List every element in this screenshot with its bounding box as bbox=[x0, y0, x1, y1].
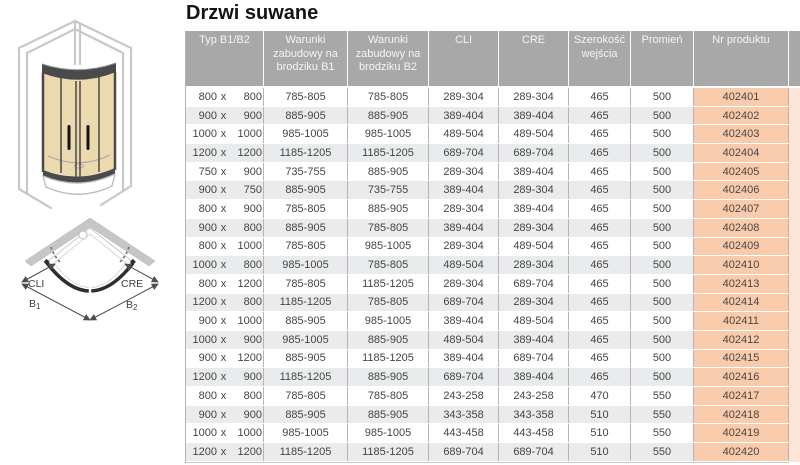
cell-promien: 500 bbox=[631, 368, 694, 386]
cell-nr-produktu: 402414 bbox=[694, 294, 789, 312]
cell-szerokosc: 465 bbox=[569, 312, 631, 330]
cell-cli: 289-304 bbox=[429, 163, 499, 181]
cell-warunki-b1: 985-1005 bbox=[264, 331, 348, 349]
right-handle-icon bbox=[87, 125, 90, 150]
cell-warunki-b2: 985-1005 bbox=[348, 125, 429, 143]
typ-b2-value: 1200 bbox=[237, 352, 262, 365]
typ-b1-value: 1200 bbox=[192, 445, 217, 458]
cell-szerokosc: 510 bbox=[569, 443, 631, 461]
table-row bbox=[186, 331, 789, 350]
cell-cre: 289-304 bbox=[499, 256, 569, 274]
cell-szerokosc: 465 bbox=[569, 238, 631, 256]
typ-b2-value: 1000 bbox=[237, 128, 262, 141]
drain-icon bbox=[79, 231, 87, 239]
typ-b1-value: 1000 bbox=[192, 427, 217, 440]
cell-warunki-b2: 985-1005 bbox=[348, 238, 429, 256]
typ-b1-value: 900 bbox=[198, 408, 217, 421]
cell-nr-produktu: 402408 bbox=[694, 219, 789, 237]
typ-b2-value: 1000 bbox=[237, 240, 262, 253]
cell-cre: 389-404 bbox=[499, 331, 569, 349]
cli-dimension-label: CLI bbox=[28, 278, 45, 290]
cell-cli: 689-704 bbox=[429, 368, 499, 386]
cell-cre: 289-304 bbox=[499, 181, 569, 199]
cell-warunki-b2: 885-905 bbox=[348, 163, 429, 181]
typ-b2-value: 1000 bbox=[237, 315, 262, 328]
typ-separator: x bbox=[220, 352, 227, 365]
cell-warunki-b1: 735-755 bbox=[264, 163, 348, 181]
column-header-szerokosc: Szerokość wejścia bbox=[569, 31, 631, 86]
cell-nr-produktu: 402402 bbox=[694, 107, 789, 125]
cell-warunki-b1: 885-905 bbox=[264, 406, 348, 424]
cell-warunki-b2: 785-805 bbox=[348, 294, 429, 312]
cell-warunki-b1: 885-905 bbox=[264, 181, 348, 199]
cell-cre: 289-304 bbox=[499, 219, 569, 237]
table-row bbox=[186, 144, 789, 163]
cell-szerokosc: 465 bbox=[569, 200, 631, 218]
typ-b2-value: 900 bbox=[243, 202, 262, 215]
cell-warunki-b1: 785-805 bbox=[264, 200, 348, 218]
cell-szerokosc: 465 bbox=[569, 107, 631, 125]
typ-separator: x bbox=[220, 259, 227, 272]
cell-szerokosc: 465 bbox=[569, 125, 631, 143]
cell-promien: 550 bbox=[631, 443, 694, 461]
table-row bbox=[186, 256, 789, 275]
cell-nr-produktu: 402407 bbox=[694, 200, 789, 218]
cell-cli: 289-304 bbox=[429, 238, 499, 256]
cell-szerokosc: 465 bbox=[569, 256, 631, 274]
cell-promien: 500 bbox=[631, 275, 694, 293]
cell-typ bbox=[186, 368, 264, 386]
typ-b1-value: 1200 bbox=[192, 371, 217, 384]
cell-cre: 343-358 bbox=[499, 406, 569, 424]
cell-promien: 500 bbox=[631, 181, 694, 199]
cell-cre: 289-304 bbox=[499, 88, 569, 106]
cell-cli: 289-304 bbox=[429, 275, 499, 293]
cell-nr-produktu: 402417 bbox=[694, 387, 789, 405]
table-row bbox=[186, 219, 789, 238]
column-header-promien: Promień bbox=[631, 31, 694, 86]
cell-nr-produktu: 402415 bbox=[694, 350, 789, 368]
cell-typ bbox=[186, 219, 264, 237]
typ-separator: x bbox=[220, 389, 227, 402]
cell-typ bbox=[186, 387, 264, 405]
cell-typ bbox=[186, 238, 264, 256]
cell-promien: 550 bbox=[631, 424, 694, 442]
cell-promien: 500 bbox=[631, 200, 694, 218]
cell-warunki-b2: 1185-1205 bbox=[348, 275, 429, 293]
typ-b2-value: 1000 bbox=[237, 427, 262, 440]
typ-b2-value: 800 bbox=[243, 296, 262, 309]
cell-promien: 500 bbox=[631, 88, 694, 106]
table-row bbox=[186, 368, 789, 387]
table-row bbox=[186, 163, 789, 182]
cell-warunki-b1: 885-905 bbox=[264, 350, 348, 368]
cell-cli: 489-504 bbox=[429, 256, 499, 274]
cell-typ bbox=[186, 406, 264, 424]
typ-b2-value: 800 bbox=[243, 90, 262, 103]
left-handle-icon bbox=[68, 125, 71, 150]
cell-cli: 489-504 bbox=[429, 125, 499, 143]
cell-typ bbox=[186, 256, 264, 274]
typ-b2-value: 800 bbox=[243, 221, 262, 234]
cell-warunki-b2: 885-905 bbox=[348, 368, 429, 386]
cell-cre: 689-704 bbox=[499, 144, 569, 162]
cell-warunki-b2: 735-755 bbox=[348, 181, 429, 199]
typ-b2-value: 900 bbox=[243, 371, 262, 384]
typ-b1-value: 800 bbox=[198, 90, 217, 103]
cell-cli: 289-304 bbox=[429, 200, 499, 218]
table-row bbox=[186, 238, 789, 257]
cell-cre: 689-704 bbox=[499, 443, 569, 461]
typ-b2-value: 900 bbox=[243, 165, 262, 178]
cell-szerokosc: 465 bbox=[569, 88, 631, 106]
cell-warunki-b2: 985-1005 bbox=[348, 312, 429, 330]
cell-promien: 500 bbox=[631, 219, 694, 237]
typ-b1-value: 800 bbox=[198, 240, 217, 253]
column-header-cli: CLI bbox=[429, 31, 499, 86]
cell-warunki-b1: 785-805 bbox=[264, 238, 348, 256]
cell-typ bbox=[186, 163, 264, 181]
cell-nr-produktu: 402413 bbox=[694, 275, 789, 293]
typ-separator: x bbox=[220, 445, 227, 458]
typ-separator: x bbox=[220, 315, 227, 328]
cell-promien: 500 bbox=[631, 238, 694, 256]
table-row bbox=[186, 424, 789, 443]
cell-cre: 443-458 bbox=[499, 424, 569, 442]
cell-typ bbox=[186, 181, 264, 199]
typ-b1-value: 800 bbox=[198, 277, 217, 290]
cell-typ bbox=[186, 200, 264, 218]
typ-b2-value: 1200 bbox=[237, 146, 262, 159]
cell-szerokosc: 470 bbox=[569, 387, 631, 405]
cell-cre: 389-404 bbox=[499, 368, 569, 386]
typ-b2-value: 1200 bbox=[237, 277, 262, 290]
table-body bbox=[186, 88, 789, 463]
cell-cre: 389-404 bbox=[499, 107, 569, 125]
table-row bbox=[186, 443, 789, 462]
cell-warunki-b1: 785-805 bbox=[264, 387, 348, 405]
typ-b2-value: 800 bbox=[243, 389, 262, 402]
cell-cre: 289-304 bbox=[499, 294, 569, 312]
typ-b1-value: 900 bbox=[198, 352, 217, 365]
typ-b1-value: 750 bbox=[198, 165, 217, 178]
door-gap-icon bbox=[89, 287, 91, 295]
cell-warunki-b1: 785-805 bbox=[264, 88, 348, 106]
column-header-warunki-b2: Warunki zabudowy na brodziku B2 bbox=[348, 31, 429, 86]
glass-panels-icon bbox=[43, 72, 115, 176]
cell-nr-produktu: 402412 bbox=[694, 331, 789, 349]
cell-nr-produktu: 402410 bbox=[694, 256, 789, 274]
typ-b1-value: 1000 bbox=[192, 259, 217, 272]
column-header-warunki-b1: Warunki zabudowy na brodziku B1 bbox=[264, 31, 348, 86]
typ-b1-value: 900 bbox=[198, 109, 217, 122]
cell-szerokosc: 465 bbox=[569, 144, 631, 162]
cell-typ bbox=[186, 424, 264, 442]
cell-promien: 550 bbox=[631, 387, 694, 405]
cell-warunki-b2: 785-805 bbox=[348, 219, 429, 237]
cell-nr-produktu: 402418 bbox=[694, 406, 789, 424]
cell-typ bbox=[186, 312, 264, 330]
cell-nr-produktu: 402406 bbox=[694, 181, 789, 199]
cell-warunki-b1: 885-905 bbox=[264, 219, 348, 237]
typ-b2-value: 900 bbox=[243, 109, 262, 122]
cell-warunki-b1: 1185-1205 bbox=[264, 144, 348, 162]
cell-typ bbox=[186, 125, 264, 143]
cropped-column-header bbox=[789, 31, 800, 86]
typ-b1-value: 900 bbox=[198, 184, 217, 197]
cell-cli: 389-404 bbox=[429, 181, 499, 199]
typ-b2-value: 1200 bbox=[237, 445, 262, 458]
cell-promien: 500 bbox=[631, 256, 694, 274]
spec-table bbox=[185, 31, 789, 463]
cell-cli: 389-404 bbox=[429, 350, 499, 368]
cell-promien: 500 bbox=[631, 350, 694, 368]
typ-b1-value: 1200 bbox=[192, 296, 217, 309]
typ-separator: x bbox=[220, 240, 227, 253]
shower-plan-diagram bbox=[14, 216, 164, 329]
cell-typ bbox=[186, 88, 264, 106]
cell-warunki-b2: 785-805 bbox=[348, 88, 429, 106]
cell-szerokosc: 465 bbox=[569, 181, 631, 199]
cell-warunki-b2: 885-905 bbox=[348, 331, 429, 349]
cell-cli: 289-304 bbox=[429, 88, 499, 106]
cell-warunki-b1: 785-805 bbox=[264, 275, 348, 293]
cell-nr-produktu: 402404 bbox=[694, 144, 789, 162]
cell-warunki-b2: 1185-1205 bbox=[348, 350, 429, 368]
cell-cli: 389-404 bbox=[429, 219, 499, 237]
cell-nr-produktu: 402405 bbox=[694, 163, 789, 181]
table-row bbox=[186, 312, 789, 331]
cell-szerokosc: 465 bbox=[569, 219, 631, 237]
table-row bbox=[186, 387, 789, 406]
typ-b2-value: 750 bbox=[243, 184, 262, 197]
cell-promien: 500 bbox=[631, 312, 694, 330]
cell-nr-produktu: 402401 bbox=[694, 88, 789, 106]
cell-warunki-b2: 785-805 bbox=[348, 256, 429, 274]
table-row bbox=[186, 406, 789, 425]
table-header-row bbox=[186, 31, 789, 86]
column-header-typ: Typ B1/B2 bbox=[186, 31, 264, 86]
typ-separator: x bbox=[220, 371, 227, 384]
cell-promien: 500 bbox=[631, 125, 694, 143]
typ-separator: x bbox=[220, 184, 227, 197]
cell-typ bbox=[186, 144, 264, 162]
cell-nr-produktu: 402416 bbox=[694, 368, 789, 386]
cell-nr-produktu: 402420 bbox=[694, 443, 789, 461]
typ-b1-value: 800 bbox=[198, 202, 217, 215]
typ-separator: x bbox=[220, 146, 227, 159]
table-row bbox=[186, 125, 789, 144]
cell-nr-produktu: 402411 bbox=[694, 312, 789, 330]
cre-dimension-label: CRE bbox=[121, 278, 144, 290]
cropped-column bbox=[789, 88, 800, 462]
typ-b2-value: 900 bbox=[243, 408, 262, 421]
typ-separator: x bbox=[220, 221, 227, 234]
cell-promien: 500 bbox=[631, 294, 694, 312]
typ-separator: x bbox=[220, 333, 227, 346]
b1-dimension-label: B1 bbox=[29, 298, 41, 311]
cell-warunki-b2: 885-905 bbox=[348, 200, 429, 218]
table-row bbox=[186, 275, 789, 294]
cell-cre: 489-504 bbox=[499, 312, 569, 330]
cell-promien: 500 bbox=[631, 107, 694, 125]
typ-separator: x bbox=[220, 90, 227, 103]
cell-typ bbox=[186, 107, 264, 125]
cell-nr-produktu: 402419 bbox=[694, 424, 789, 442]
typ-b1-value: 900 bbox=[198, 315, 217, 328]
cell-promien: 500 bbox=[631, 144, 694, 162]
cell-szerokosc: 465 bbox=[569, 331, 631, 349]
cell-warunki-b2: 885-905 bbox=[348, 406, 429, 424]
cell-typ bbox=[186, 443, 264, 461]
typ-b1-value: 900 bbox=[198, 221, 217, 234]
page-title: Drzwi suwane bbox=[186, 2, 319, 24]
cell-nr-produktu: 402409 bbox=[694, 238, 789, 256]
cell-cli: 243-258 bbox=[429, 387, 499, 405]
cell-cli: 343-358 bbox=[429, 406, 499, 424]
cell-warunki-b2: 885-905 bbox=[348, 107, 429, 125]
cell-typ bbox=[186, 331, 264, 349]
cell-cre: 243-258 bbox=[499, 387, 569, 405]
cell-warunki-b1: 1185-1205 bbox=[264, 368, 348, 386]
cell-cli: 389-404 bbox=[429, 312, 499, 330]
cell-typ bbox=[186, 350, 264, 368]
cell-cli: 689-704 bbox=[429, 294, 499, 312]
cell-nr-produktu: 402403 bbox=[694, 125, 789, 143]
typ-b2-value: 800 bbox=[243, 259, 262, 272]
cell-szerokosc: 465 bbox=[569, 294, 631, 312]
cell-cre: 689-704 bbox=[499, 275, 569, 293]
cell-promien: 500 bbox=[631, 163, 694, 181]
typ-b2-value: 900 bbox=[243, 333, 262, 346]
cell-cli: 389-404 bbox=[429, 107, 499, 125]
cell-szerokosc: 465 bbox=[569, 368, 631, 386]
cell-cli: 689-704 bbox=[429, 144, 499, 162]
cell-warunki-b1: 985-1005 bbox=[264, 424, 348, 442]
cell-szerokosc: 465 bbox=[569, 275, 631, 293]
cell-cli: 689-704 bbox=[429, 443, 499, 461]
cell-cli: 489-504 bbox=[429, 331, 499, 349]
cell-warunki-b1: 1185-1205 bbox=[264, 294, 348, 312]
cell-warunki-b2: 785-805 bbox=[348, 387, 429, 405]
cell-warunki-b1: 1185-1205 bbox=[264, 443, 348, 461]
typ-b1-value: 1200 bbox=[192, 146, 217, 159]
table-row bbox=[186, 107, 789, 126]
typ-b1-value: 1000 bbox=[192, 128, 217, 141]
table-row bbox=[186, 88, 789, 107]
cell-typ bbox=[186, 275, 264, 293]
typ-separator: x bbox=[220, 202, 227, 215]
cell-typ bbox=[186, 294, 264, 312]
cell-szerokosc: 510 bbox=[569, 406, 631, 424]
column-header-cre: CRE bbox=[499, 31, 569, 86]
cell-warunki-b2: 1185-1205 bbox=[348, 443, 429, 461]
cell-warunki-b1: 885-905 bbox=[264, 107, 348, 125]
shower-3d-diagram bbox=[6, 12, 178, 224]
table-row bbox=[186, 181, 789, 200]
typ-separator: x bbox=[220, 109, 227, 122]
typ-separator: x bbox=[220, 427, 227, 440]
cell-warunki-b1: 885-905 bbox=[264, 312, 348, 330]
cell-warunki-b2: 1185-1205 bbox=[348, 144, 429, 162]
b2-dimension-label: B2 bbox=[126, 299, 138, 312]
cell-szerokosc: 465 bbox=[569, 350, 631, 368]
table-row bbox=[186, 350, 789, 369]
typ-separator: x bbox=[220, 277, 227, 290]
cell-warunki-b1: 985-1005 bbox=[264, 125, 348, 143]
cell-warunki-b2: 985-1005 bbox=[348, 424, 429, 442]
typ-b1-value: 1000 bbox=[192, 333, 217, 346]
typ-b1-value: 800 bbox=[198, 389, 217, 402]
column-header-nr-produktu: Nr produktu bbox=[694, 31, 789, 86]
cell-cre: 489-504 bbox=[499, 238, 569, 256]
table-row bbox=[186, 294, 789, 313]
cell-cre: 489-504 bbox=[499, 125, 569, 143]
typ-separator: x bbox=[220, 128, 227, 141]
cell-cli: 443-458 bbox=[429, 424, 499, 442]
cell-cre: 689-704 bbox=[499, 350, 569, 368]
cell-szerokosc: 510 bbox=[569, 424, 631, 442]
cell-szerokosc: 465 bbox=[569, 163, 631, 181]
typ-separator: x bbox=[220, 408, 227, 421]
cell-warunki-b1: 985-1005 bbox=[264, 256, 348, 274]
typ-separator: x bbox=[220, 165, 227, 178]
cell-promien: 500 bbox=[631, 331, 694, 349]
table-row bbox=[186, 200, 789, 219]
cell-cre: 389-404 bbox=[499, 200, 569, 218]
typ-separator: x bbox=[220, 296, 227, 309]
cell-promien: 550 bbox=[631, 406, 694, 424]
cell-cre: 389-404 bbox=[499, 163, 569, 181]
